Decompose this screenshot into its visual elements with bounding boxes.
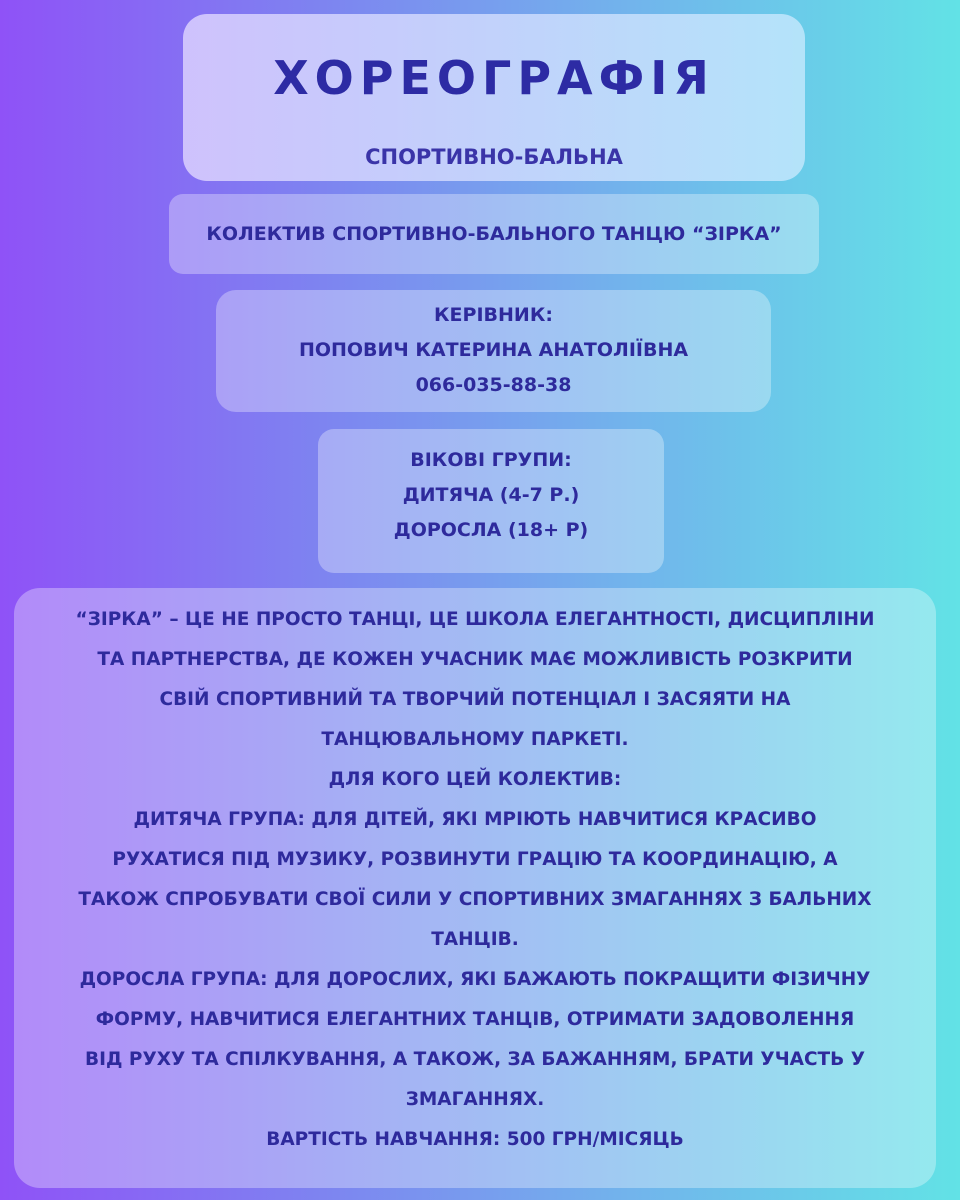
description-line: ФОРМУ, НАВЧИТИСЯ ЕЛЕГАНТНИХ ТАНЦІВ, ОТРИМАТИ ЗАДОВОЛЕННЯ bbox=[95, 1009, 855, 1030]
page-title: ХОРЕОГРАФІЯ bbox=[273, 51, 715, 105]
description-line: ТАНЦІВ. bbox=[431, 929, 519, 950]
age-groups-label: ВІКОВІ ГРУПИ: bbox=[410, 449, 572, 471]
collective-name: КОЛЕКТИВ СПОРТИВНО-БАЛЬНОГО ТАНЦЮ “ЗІРКА” bbox=[206, 223, 782, 245]
audience-heading: ДЛЯ КОГО ЦЕЙ КОЛЕКТИВ: bbox=[328, 769, 622, 790]
description-line: ТАНЦЮВАЛЬНОМУ ПАРКЕТІ. bbox=[321, 729, 629, 750]
description-line: ДОРОСЛА ГРУПА: ДЛЯ ДОРОСЛИХ, ЯКІ БАЖАЮТЬ ПОКРАЩИТИ ФІЗИЧНУ bbox=[79, 969, 871, 990]
description-line: ТАКОЖ СПРОБУВАТИ СВОЇ СИЛИ У СПОРТИВНИХ ЗМАГАННЯХ З БАЛЬНИХ bbox=[78, 889, 872, 910]
description-line: ЗМАГАННЯХ. bbox=[405, 1089, 545, 1110]
description-line: ДИТЯЧА ГРУПА: ДЛЯ ДІТЕЙ, ЯКІ МРІЮТЬ НАВЧИТИСЯ КРАСИВО bbox=[133, 809, 817, 830]
description-line: РУХАТИСЯ ПІД МУЗИКУ, РОЗВИНУТИ ГРАЦІЮ ТА КООРДИНАЦІЮ, А bbox=[112, 849, 838, 870]
age-groups-card bbox=[318, 429, 664, 573]
leader-card bbox=[216, 290, 771, 412]
description-line: “ЗІРКА” – ЦЕ НЕ ПРОСТО ТАНЦІ, ЦЕ ШКОЛА ЕЛЕГАНТНОСТІ, ДИСЦИПЛІНИ bbox=[75, 609, 875, 630]
description-line: ТА ПАРТНЕРСТВА, ДЕ КОЖЕН УЧАСНИК МАЄ МОЖЛИВІСТЬ РОЗКРИТИ bbox=[97, 649, 853, 670]
title-card bbox=[183, 14, 805, 181]
description-line: ВІД РУХУ ТА СПІЛКУВАННЯ, А ТАКОЖ, ЗА БАЖАННЯМ, БРАТИ УЧАСТЬ У bbox=[85, 1049, 865, 1070]
collective-card bbox=[169, 194, 819, 274]
leader-label: КЕРІВНИК: bbox=[434, 304, 553, 326]
description-card bbox=[14, 588, 936, 1188]
page-subtitle: СПОРТИВНО-БАЛЬНА bbox=[365, 145, 623, 169]
description-line: СВІЙ СПОРТИВНИЙ ТА ТВОРЧИЙ ПОТЕНЦІАЛ І ЗАСЯЯТИ НА bbox=[159, 689, 791, 710]
leader-name: ПОПОВИЧ КАТЕРИНА АНАТОЛІЇВНА bbox=[298, 339, 689, 361]
leader-phone: 066-035-88-38 bbox=[415, 374, 572, 396]
age-group-children: ДИТЯЧА (4-7 Р.) bbox=[402, 484, 580, 506]
price-line: ВАРТІСТЬ НАВЧАННЯ: 500 ГРН/МІСЯЦЬ bbox=[266, 1129, 684, 1150]
age-group-adults: ДОРОСЛА (18+ Р) bbox=[393, 519, 589, 541]
